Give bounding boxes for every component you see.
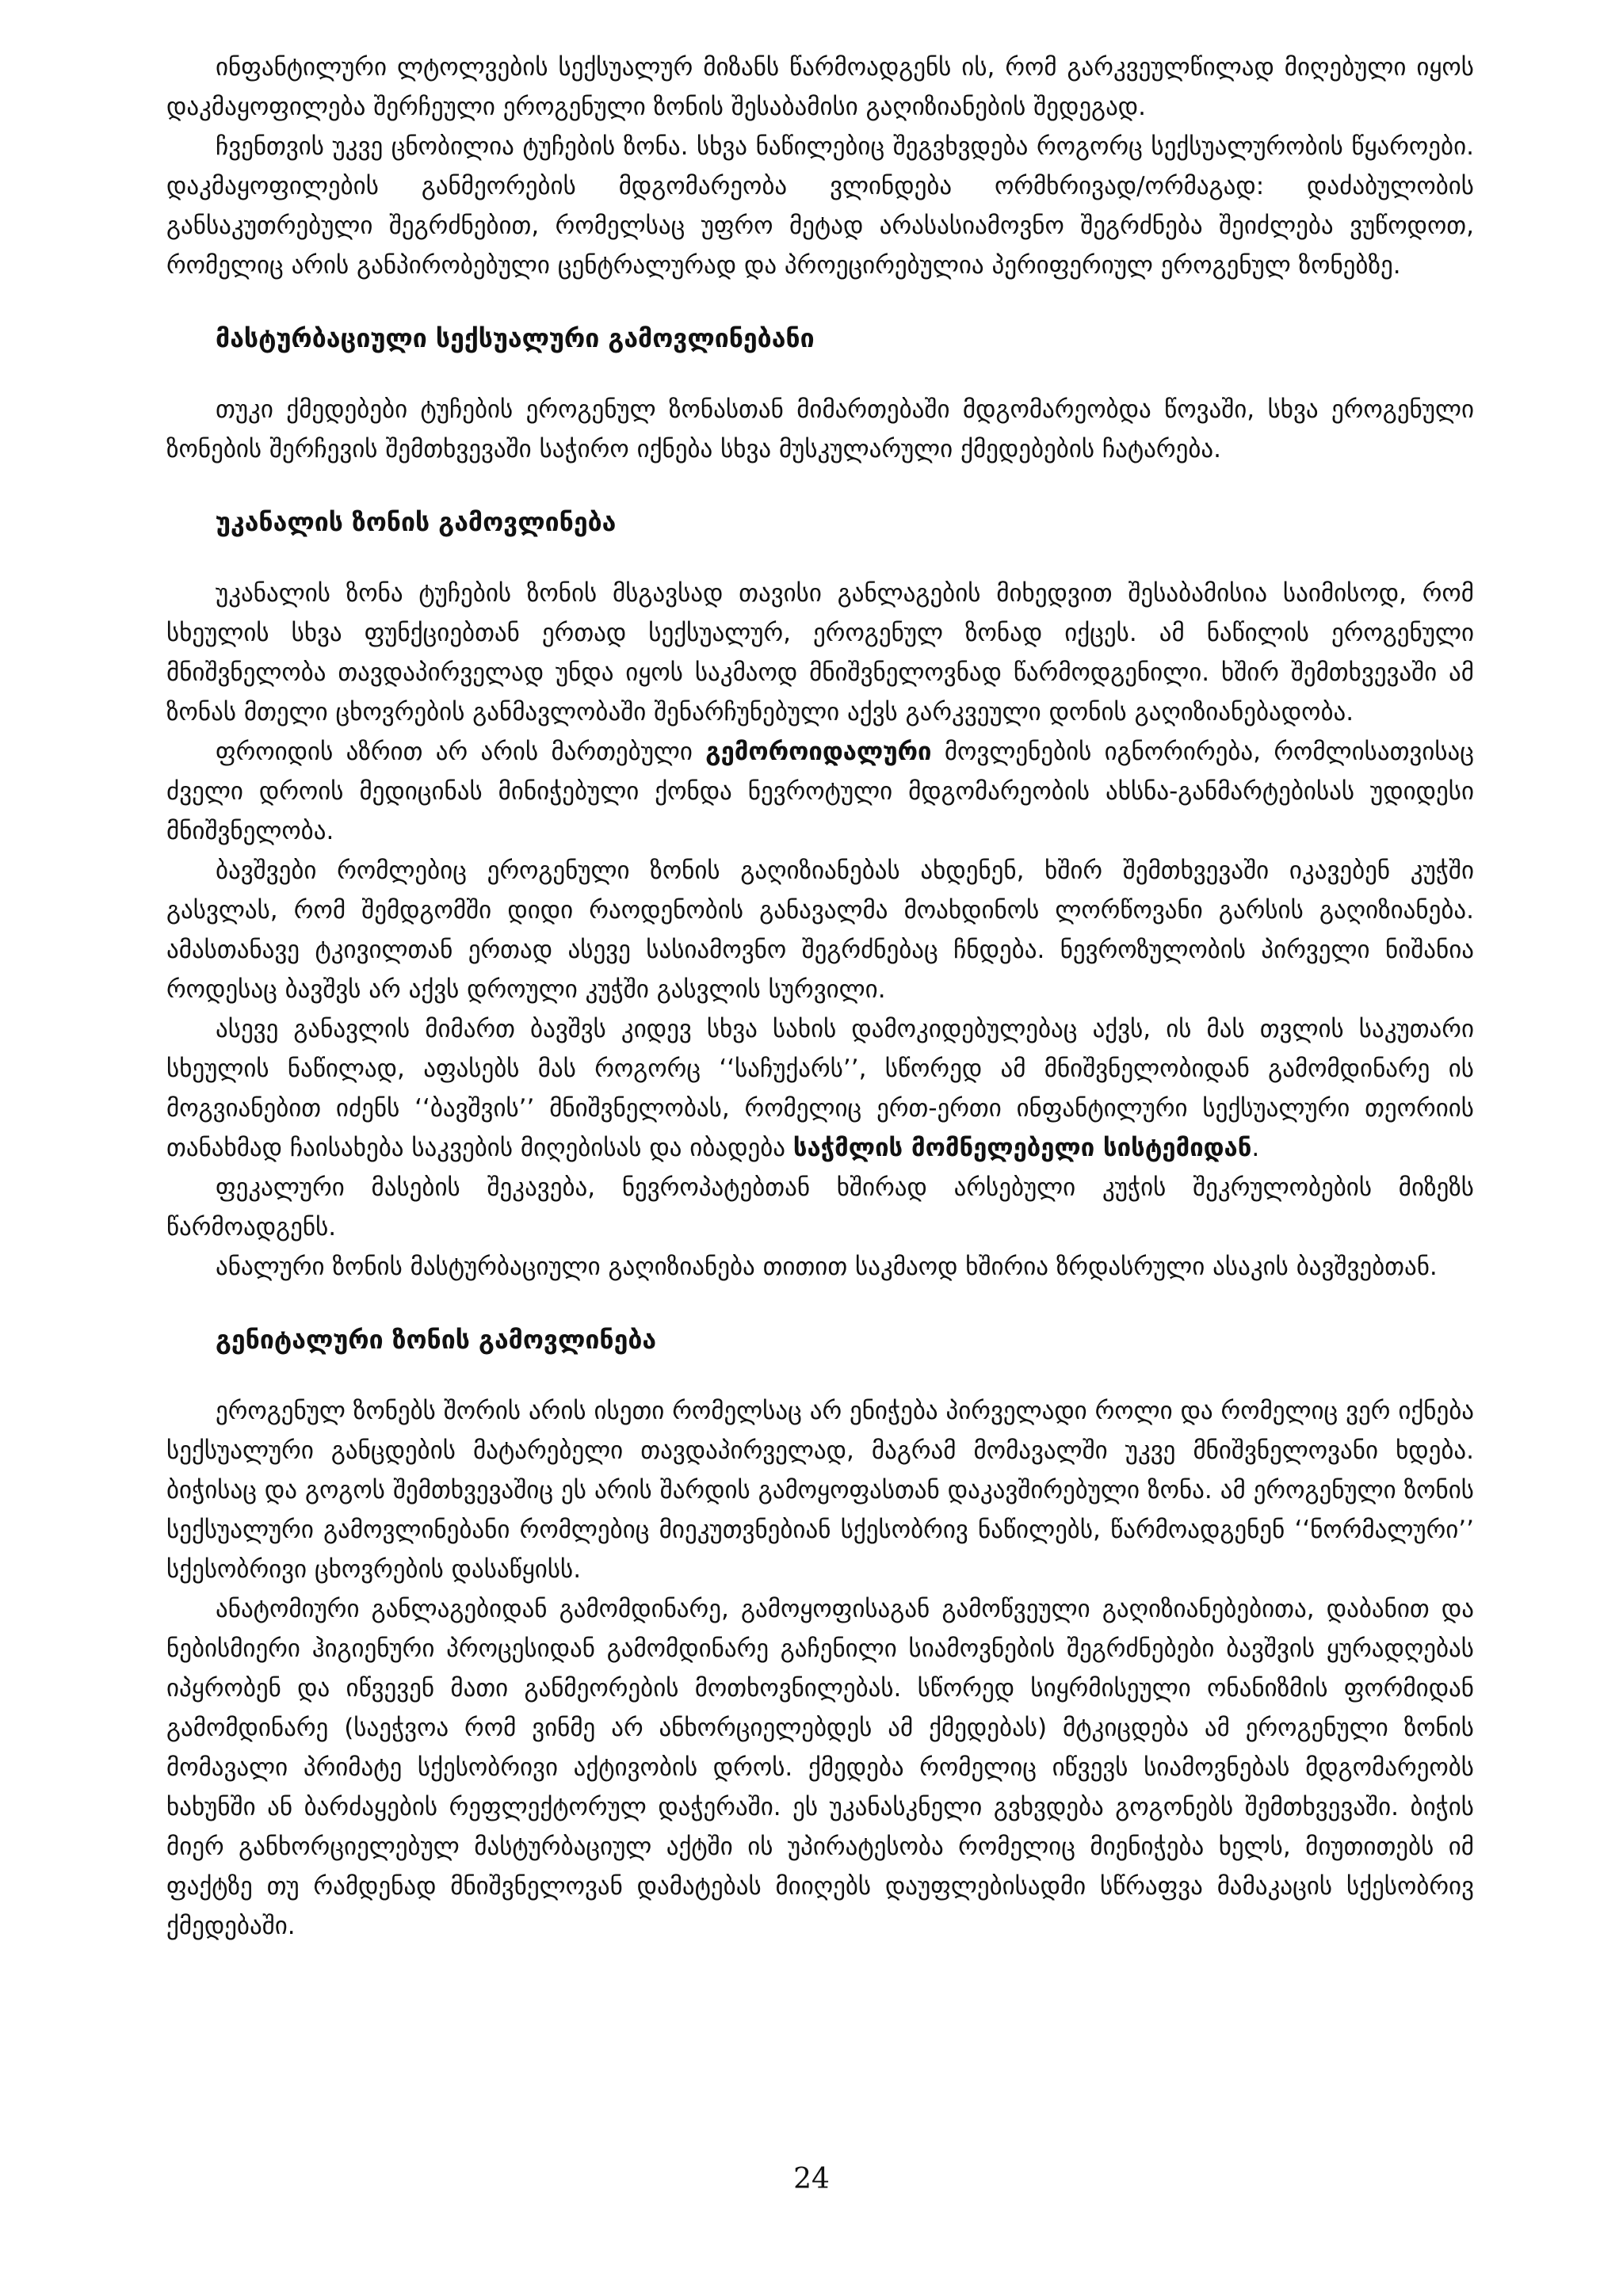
page-number: 24 xyxy=(793,2163,830,2195)
paragraph-7-bold-term: საჭმლის მომნელებელი სისტემიდან xyxy=(792,1134,1252,1162)
section-heading-genital-zone: გენიტალური ზონის გამოვლინება xyxy=(216,1325,657,1355)
paragraph-7-text-a: ასევე განავლის მიმართ ბავშვს კიდევ სხვა სახის დამოკიდებულებაც აქვს, ის მას თვლის საკუთარი სხეულის ნაწილად, აფასებს მას როგორც ‘‘საჩუქარს’’, სწორედ ამ მნიშვნელობიდან გამომდინარე ის მოგვიანებით იძენს ‘‘ბავშვის’’ მნიშვნელობას, რომელიც ერთ-ერთი ინფანტილური სექსუალური თეორიის თანახმად ჩაისახება საკვების მიღებისას და იბადება xyxy=(166,1015,1474,1162)
section-heading-anal-zone: უკანალის ზონის გამოვლინება xyxy=(216,507,617,537)
paragraph-9: ანალური ზონის მასტურბაციული გაღიზიანება თითით საკმაოდ ხშირია ზრდასრული ასაკის ბავშვებთან. xyxy=(216,1253,1438,1281)
paragraph-10: ეროგენულ ზონებს შორის არის ისეთი რომელსაც არ ენიჭება პირველადი როლი და რომელიც ვერ იქნება სექსუალური განცდების მატარებელი თავდაპირველად, მაგრამ მომავალში უკვე მნიშვნელოვანი ხდება. ბიჭისაც და გოგოს შემთხვევაშიც ეს არის შარდის გამოყოფასთან დაკავშირებული ზონა. ამ ეროგენული ზონის სექსუალური გამოვლინებანი რომლებიც მიეკუთვნებიან სქესობრივ ნაწილებს, წარმოადგენენ ‘‘ნორმალური’’ სქესობრივი ცხოვრების დასაწყისს. xyxy=(166,1397,1474,1584)
paragraph-7 xyxy=(166,1009,1474,1168)
paragraph-8: ფეკალური მასების შეკავება, ნევროპატებთან ხშირად არსებული კუჭის შეკრულობების მიზეზს წარმოადგენს. xyxy=(166,1173,1474,1241)
paragraph-4: უკანალის ზონა ტუჩების ზონის მსგავსად თავისი განლაგების მიხედვით შესაბამისია საიმისოდ, რომ სხეულის სხვა ფუნქციებთან ერთად სექსუალურ, ეროგენულ ზონად იქცეს. ამ ნაწილის ეროგენული მნიშვნელობა თავდაპირველად უნდა იყოს საკმაოდ მნიშვნელოვნად წარმოდგენილი. ხშირ შემთხვევაში ამ ზონას მთელი ცხოვრების განმავლობაში შენარჩუნებული აქვს გარკვეული დონის გაღიზიანებადობა. xyxy=(166,579,1474,727)
paragraph-7-text-b: . xyxy=(1251,1134,1260,1162)
paragraph-3: თუკი ქმედებები ტუჩების ეროგენულ ზონასთან მიმართებაში მდგომარეობდა წოვაში, სხვა ეროგენული ზონების შერჩევის შემთხვევაში საჭირო იქნება სხვა მუსკულარული ქმედებების ჩატარება. xyxy=(166,395,1474,463)
document-page xyxy=(166,48,1474,1946)
paragraph-5-bold-term: გემოროიდალური xyxy=(705,738,932,766)
paragraph-2: ჩვენთვის უკვე ცნობილია ტუჩების ზონა. სხვა ნაწილებიც შეგვხვდება როგორც სექსუალურობის წყაროები. დაკმაყოფილების განმეორების მდგომარეობა ვლინდება ორმხრივად/ორმაგად: დაძაბულობის განსაკუთრებული შეგრძნებით, რომელსაც უფრო მეტად არასასიამოვნო შეგრძნება შეიძლება ვუწოდოთ, რომელიც არის განპირობებული ცენტრალურად და პროეცირებულია პერიფერიულ ეროგენულ ზონებზე. xyxy=(166,132,1474,280)
paragraph-5-text-b: მოვლენების იგნორირება, რომლისათვისაც ძველი დროის მედიცინას მინიჭებული ქონდა ნევროტული მდგომარეობის ახსნა-განმარტებისას უდიდესი მნიშვნელობა. xyxy=(166,738,1474,845)
paragraph-5-text-a: ფროიდის აზრით არ არის მართებული xyxy=(216,738,706,766)
paragraph-5 xyxy=(166,732,1474,851)
paragraph-1: ინფანტილური ლტოლვების სექსუალურ მიზანს წარმოადგენს ის, რომ გარკვეულწილად მიღებული იყოს დაკმაყოფილება შერჩეული ეროგენული ზონის შესაბამისი გაღიზიანების შედეგად. xyxy=(166,53,1474,121)
paragraph-11: ანატომიური განლაგებიდან გამომდინარე, გამოყოფისაგან გამოწვეული გაღიზიანებებითა, დაბანით და ნებისმიერი ჰიგიენური პროცესიდან გამომდინარე გაჩენილი სიამოვნების შეგრძნებები ბავშვის ყურადღებას იპყრობენ და იწვევენ მათი განმეორების მოთხოვნილებას. სწორედ სიყრმისეული ონანიზმის ფორმიდან გამომდინარე (საეჭვოა რომ ვინმე არ ანხორციელებდეს ამ ქმედებას) მტკიცდება ამ ეროგენული ზონის მომავალი პრიმატე სქესობრივი აქტივობის დროს. ქმედება რომელიც იწვევს სიამოვნებას მდგომარეობს ხახუნში ან ბარძაყების რეფლექტორულ დაჭერაში. ეს უკანასკნელი გვხვდება გოგონებს შემთხვევაში. ბიჭის მიერ განხორციელებულ მასტურბაციულ აქტში ის უპირატესობა რომელიც მიენიჭება ხელს, მიუთითებს იმ ფაქტზე თუ რამდენად მნიშვნელოვან დამატებას მიიღებს დაუფლებისადმი სწრაფვა მამაკაცის სქესობრივ ქმედებაში. xyxy=(166,1595,1474,1940)
paragraph-6: ბავშვები რომლებიც ეროგენული ზონის გაღიზიანებას ახდენენ, ხშირ შემთხვევაში იკავებენ კუჭში გასვლას, რომ შემდგომში დიდი რაოდენობის განავალმა მოახდინოს ლორწოვანი გარსის გაღიზიანება. ამასთანავე ტკივილთან ერთად ასევე სასიამოვნო შეგრძნებაც ჩნდება. ნევროზულობის პირველი ნიშანია როდესაც ბავშვს არ აქვს დროული კუჭში გასვლის სურვილი. xyxy=(166,856,1474,1004)
section-heading-masturbation: მასტურბაციული სექსუალური გამოვლინებანი xyxy=(216,323,815,353)
